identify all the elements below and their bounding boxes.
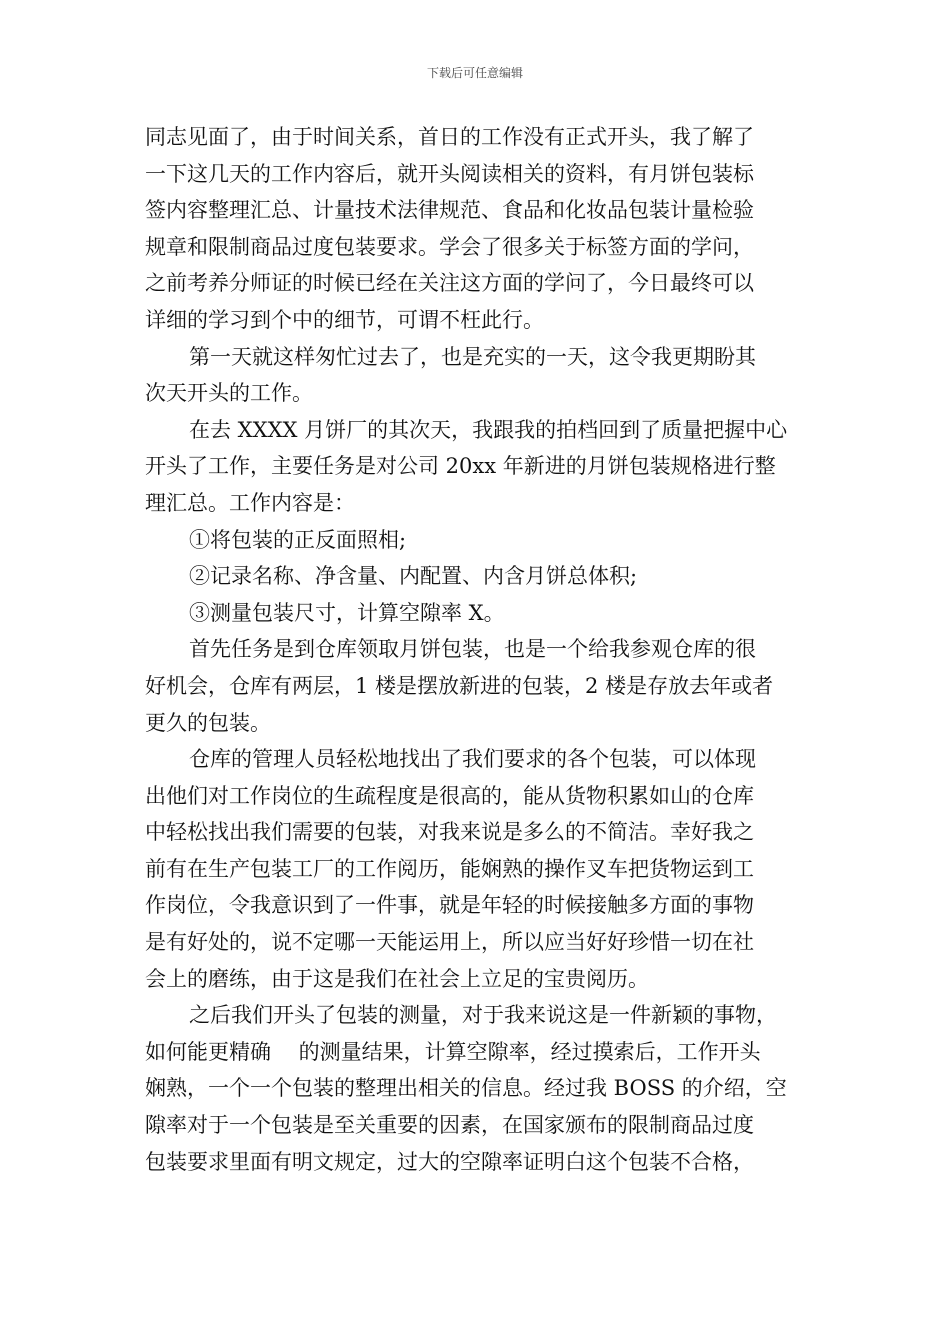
text-line: 一下这几天的工作内容后，就开头阅读相关的资料，有月饼包装标 [145, 161, 754, 186]
text-line: 规章和限制商品过度包装要求。学会了很多关于标签方面的学问， [145, 234, 754, 259]
page-header: 下载后可任意编辑 [426, 66, 523, 80]
text-line: 之前考养分师证的时候已经在关注这方面的学问了，今日最终可以 [145, 271, 754, 296]
text-line: 之后我们开头了包装的测量，对于我来说这是一件新颖的事物， [189, 1003, 777, 1028]
text-line: 好机会，仓库有两层，1 楼是摆放新进的包装，2 楼是存放去年或者 [145, 673, 774, 698]
text-line: 更久的包装。 [145, 710, 271, 735]
text-line: 包装要求里面有明文规定，过大的空隙率证明白这个包装不合格， [145, 1149, 754, 1174]
text-line: 首先任务是到仓库领取月饼包装，也是一个给我参观仓库的很 [189, 637, 756, 662]
text-line: ①将包装的正反面照相; [189, 527, 407, 552]
text-line: 详细的学习到个中的细节，可谓不枉此行。 [145, 307, 544, 332]
text-line: 娴熟，一个一个包装的整理出相关的信息。经过我 BOSS 的介绍，空 [145, 1076, 787, 1101]
text-line: ②记录名称、净含量、内配置、内含月饼总体积; [189, 564, 638, 589]
text-line: 是有好处的，说不定哪一天能运用上，所以应当好好珍惜一切在社 [145, 930, 754, 955]
text-line: 在去 XXXX 月饼厂的其次天，我跟我的拍档回到了质量把握中心 [189, 417, 788, 442]
text-line: 同志见面了，由于时间关系，首日的工作没有正式开头，我了解了 [145, 125, 754, 149]
text-line: 次天开头的工作。 [145, 381, 313, 406]
text-line: 如何能更精确 的测量结果，计算空隙率，经过摸索后，工作开头 [145, 1039, 761, 1064]
body-text [145, 119, 815, 1180]
text-line: 签内容整理汇总、计量技术法律规范、食品和化妆品包装计量检验 [145, 198, 754, 223]
text-line: 隙率对于一个包装是至关重要的因素，在国家颁布的限制商品过度 [145, 1113, 754, 1138]
text-line: 前有在生产包装工厂的工作阅历，能娴熟的操作叉车把货物运到工 [145, 856, 754, 881]
text-line: 作岗位，令我意识到了一件事，就是年轻的时候接触多方面的事物 [145, 893, 754, 918]
text-line: 第一天就这样匆忙过去了，也是充实的一天，这令我更期盼其 [189, 344, 756, 369]
text-line: 会上的磨练，由于这是我们在社会上立足的宝贵阅历。 [145, 966, 649, 991]
text-line: 开头了工作，主要任务是对公司 20xx 年新进的月饼包装规格进行整 [145, 454, 776, 479]
text-line: ③测量包装尺寸，计算空隙率 X。 [189, 600, 505, 625]
text-line: 理汇总。工作内容是： [145, 490, 355, 515]
text-line: 出他们对工作岗位的生疏程度是很高的，能从货物积累如山的仓库 [145, 783, 754, 808]
text-line: 中轻松找出我们需要的包装，对我来说是多么的不简洁。幸好我之 [145, 820, 754, 845]
text-line: 仓库的管理人员轻松地找出了我们要求的各个包装，可以体现 [189, 747, 756, 772]
